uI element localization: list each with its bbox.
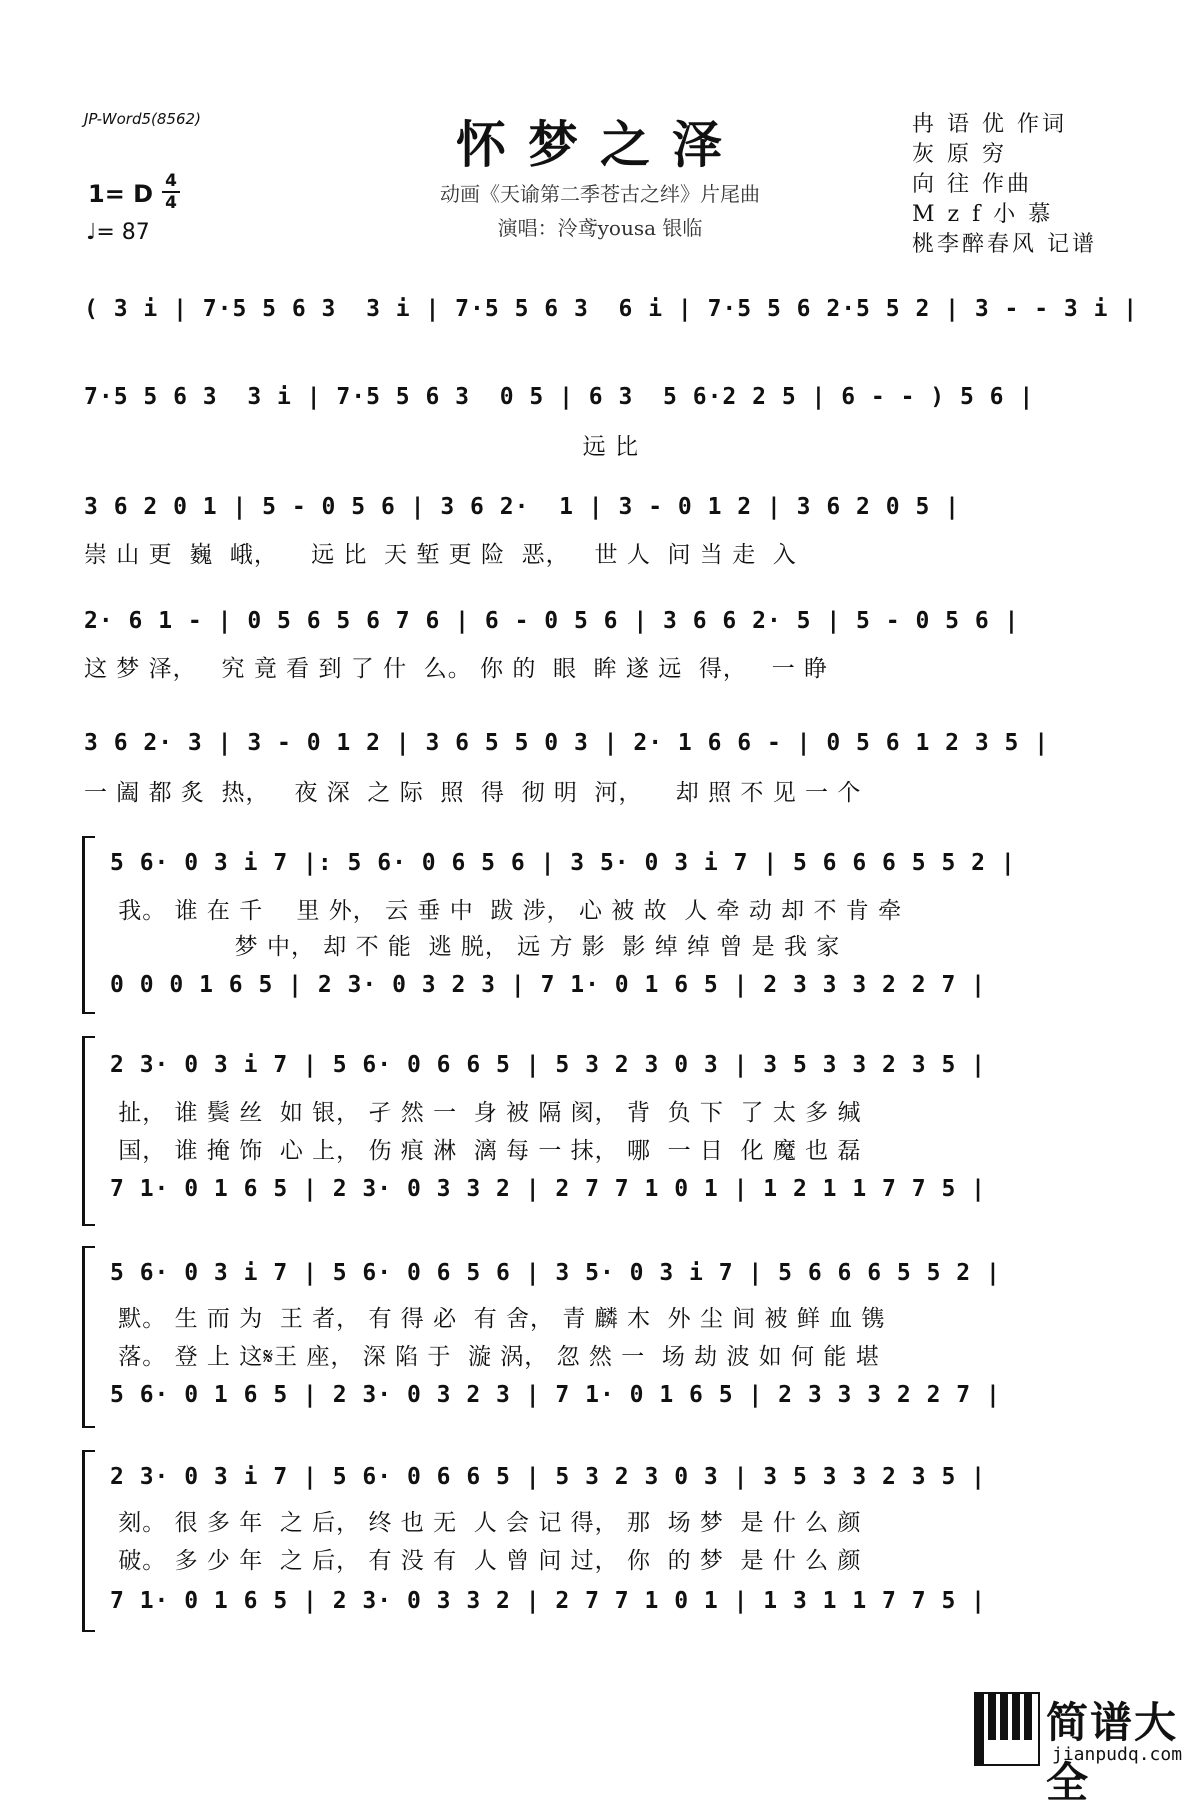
key-signature: 1= D	[88, 180, 154, 208]
tempo-mark: ♩= 87	[86, 220, 150, 245]
time-signature	[162, 172, 180, 212]
lyric-line-5: 一 阖 都 炙 热， 夜 深 之 际 照 得 彻 明 河， 却 照 不 见 一 个	[84, 780, 862, 806]
logo-name: 简谱大全	[1046, 1698, 1179, 1807]
system-2-lyric-a: 扯， 谁 鬓 丝 如 银， 孑 然 一 身 被 隔 阂， 背 负 下 了 太 多 缄	[110, 1100, 862, 1126]
system-brace-2	[82, 1036, 95, 1226]
credit-composer-2: M z f 小 慕	[912, 202, 1054, 227]
system-1-harmony: 0 0 0 1 6 5 | 2 3· 0 3 2 3 | 7 1· 0 1 6 5 | 2 3 3 3 2 2 7 |	[110, 972, 986, 998]
system-3-lyric-b: 落。 登 上 这𝄋王 座， 深 陷 于 漩 涡， 忽 然 一 场 劫 波 如 何 能 堪	[110, 1344, 880, 1370]
system-2-lyric-b: 国， 谁 掩 饰 心 上， 伤 痕 淋 漓 每 一 抹， 哪 一 日 化 魔 也 磊	[110, 1138, 862, 1164]
song-title: 怀梦之泽	[456, 115, 744, 174]
credit-transcriber: 桃李醉春风 记谱	[912, 232, 1097, 257]
system-4-harmony: 7 1· 0 1 6 5 | 2 3· 0 3 3 2 | 2 7 7 1 0 1 | 1 3 1 1 7 7 5 |	[110, 1588, 986, 1614]
credit-lyricist-1: 冉 语 优 作词	[912, 112, 1067, 137]
song-subtitle: 动画《天谕第二季苍古之绊》片尾曲	[440, 182, 760, 206]
score-line-3: 3 6 2 0 1 | 5 - 0 5 6 | 3 6 2· 1 | 3 - 0 1 2 | 3 6 2 0 5 |	[84, 494, 960, 520]
system-2-harmony: 7 1· 0 1 6 5 | 2 3· 0 3 3 2 | 2 7 7 1 0 1 | 1 2 1 1 7 7 5 |	[110, 1176, 986, 1202]
score-line-2: 7·5 5 6 3 3 i | 7·5 5 6 3 0 5 | 6 3 5 6·2 2 5 | 6 - - ) 5 6 |	[84, 384, 1035, 410]
time-signature-bottom: 4	[165, 193, 177, 213]
system-1-lyric-a: 我。 谁 在 千 里 外， 云 垂 中 跋 涉， 心 被 故 人 牵 动 却 不 肯 牵	[110, 898, 903, 924]
system-4-lyric-b: 破。 多 少 年 之 后， 有 没 有 人 曾 问 过， 你 的 梦 是 什 么 颜	[110, 1548, 862, 1574]
system-4-lyric-a: 刻。 很 多 年 之 后， 终 也 无 人 会 记 得， 那 场 梦 是 什 么 颜	[110, 1510, 862, 1536]
system-1-lyric-b: 梦 中， 却 不 能 逃 脱， 远 方 影 影 绰 绰 曾 是 我 家	[110, 934, 841, 960]
lyric-line-2: 远 比	[84, 434, 639, 460]
lyric-line-3: 崇 山 更 巍 峨， 远 比 天 堑 更 险 恶， 世 人 问 当 走 入	[84, 542, 797, 568]
time-signature-top: 4	[165, 171, 177, 191]
credits-block	[912, 110, 1097, 260]
system-4-melody: 2 3· 0 3 i 7 | 5 6· 0 6 6 5 | 5 3 2 3 0 3 | 3 5 3 3 2 3 5 |	[110, 1464, 986, 1490]
system-3-harmony: 5 6· 0 1 6 5 | 2 3· 0 3 2 3 | 7 1· 0 1 6 5 | 2 3 3 3 2 2 7 |	[110, 1382, 1001, 1408]
lyric-line-4: 这 梦 泽， 究 竟 看 到 了 什 么。 你 的 眼 眸 遂 远 得， 一 睁	[84, 656, 829, 682]
singer-line: 演唱：泠鸢yousa 银临	[497, 216, 703, 240]
system-brace-4	[82, 1450, 95, 1632]
system-2-melody: 2 3· 0 3 i 7 | 5 6· 0 6 6 5 | 5 3 2 3 0 3 | 3 5 3 3 2 3 5 |	[110, 1052, 986, 1078]
credit-lyricist-2: 灰 原 穷	[912, 142, 1007, 167]
software-label: JP-Word5(8562)	[84, 110, 201, 128]
piano-logo-icon	[974, 1692, 1040, 1766]
system-3-lyric-a: 默。 生 而 为 王 者， 有 得 必 有 舍， 青 麟 木 外 尘 间 被 鲜 血 镌	[110, 1306, 886, 1332]
score-line-4: 2· 6 1 - | 0 5 6 5 6 7 6 | 6 - 0 5 6 | 3 6 6 2· 5 | 5 - 0 5 6 |	[84, 608, 1020, 634]
system-brace-3	[82, 1246, 95, 1428]
logo-url[interactable]: jianpudq.com	[1052, 1744, 1183, 1765]
credit-composer-1: 向 往 作曲	[912, 172, 1032, 197]
score-line-5: 3 6 2· 3 | 3 - 0 1 2 | 3 6 5 5 0 3 | 2· 1 6 6 - | 0 5 6 1 2 3 5 |	[84, 730, 1050, 756]
system-3-melody: 5 6· 0 3 i 7 | 5 6· 0 6 5 6 | 3 5· 0 3 i 7 | 5 6 6 6 5 5 2 |	[110, 1260, 1001, 1286]
system-1-melody: 5 6· 0 3 i 7 |: 5 6· 0 6 5 6 | 3 5· 0 3 i 7 | 5 6 6 6 5 5 2 |	[110, 850, 1016, 876]
score-line-1: ( 3 i | 7·5 5 6 3 3 i | 7·5 5 6 3 6 i | 7·5 5 6 2·5 5 2 | 3 - - 3 i |	[84, 296, 1139, 322]
system-brace-1	[82, 836, 95, 1014]
